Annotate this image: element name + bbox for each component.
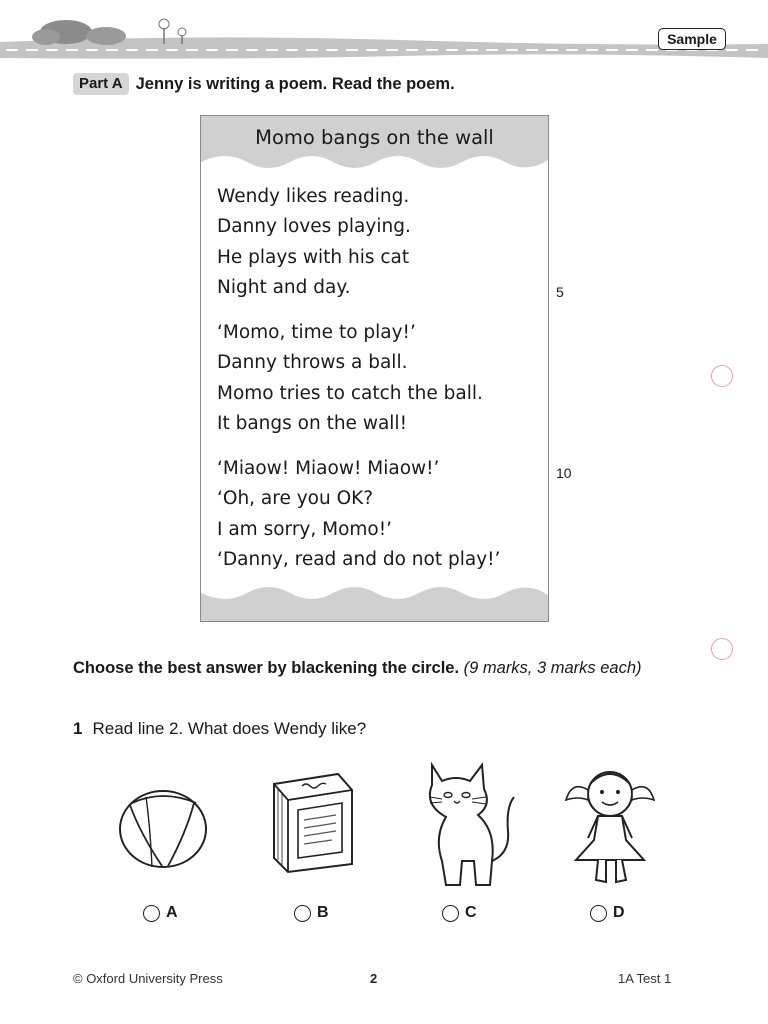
- option-c-circle[interactable]: [442, 905, 459, 922]
- question-number: 1: [73, 719, 83, 738]
- poem-box: [200, 115, 549, 622]
- option-a-circle[interactable]: [143, 905, 160, 922]
- poem-line-12: ‘Danny, read and do not play!’: [217, 549, 501, 570]
- part-a-label: Part A: [73, 73, 129, 95]
- punch-hole-icon: [711, 365, 733, 387]
- poem-bottom-banner: [201, 581, 548, 621]
- footer-copyright: © Oxford University Press: [73, 971, 223, 986]
- poem-title: Momo bangs on the wall: [255, 126, 494, 149]
- option-b[interactable]: [294, 904, 329, 922]
- answer-instructions: [73, 657, 673, 679]
- poem-line-6: Danny throws a ball.: [217, 352, 408, 373]
- footer-test-name: 1A Test 1: [618, 971, 672, 986]
- question-text: Read line 2. What does Wendy like?: [92, 719, 367, 738]
- poem-line-5: ‘Momo, time to play!’: [217, 322, 416, 343]
- instruction-marks: (9 marks, 3 marks each): [463, 659, 642, 677]
- poem-line-4: Night and day.: [217, 277, 351, 298]
- book-icon: [266, 770, 358, 874]
- option-b-letter: B: [317, 904, 329, 921]
- cat-icon: [412, 757, 520, 889]
- punch-hole-icon: [711, 638, 733, 660]
- poem-line-8: It bangs on the wall!: [217, 413, 407, 434]
- option-d-letter: D: [613, 904, 625, 921]
- option-c-letter: C: [465, 904, 477, 921]
- option-a-letter: A: [166, 904, 178, 921]
- option-b-circle[interactable]: [294, 905, 311, 922]
- line-number-10: 10: [556, 465, 572, 481]
- sample-badge: Sample: [658, 28, 726, 50]
- option-c[interactable]: [442, 904, 477, 922]
- poem-line-1: Wendy likes reading.: [217, 186, 410, 207]
- instruction-bold: Choose the best answer by blackening the circle.: [73, 659, 460, 677]
- question-1: [73, 719, 366, 739]
- line-number-5: 5: [556, 284, 564, 300]
- option-d-circle[interactable]: [590, 905, 607, 922]
- header-road-decoration: [0, 10, 768, 66]
- footer-page-number: 2: [370, 971, 378, 986]
- poem-line-2: Danny loves playing.: [217, 216, 411, 237]
- poem-line-3: He plays with his cat: [217, 247, 410, 268]
- part-a-heading: [73, 72, 455, 96]
- poem-line-9: ‘Miaow! Miaow! Miaow!’: [217, 458, 440, 479]
- doll-icon: [560, 760, 660, 888]
- option-d[interactable]: [590, 904, 625, 922]
- option-a[interactable]: [143, 904, 178, 922]
- poem-line-11: I am sorry, Momo!’: [217, 519, 393, 540]
- poem-line-7: Momo tries to catch the ball.: [217, 383, 483, 404]
- poem-line-10: ‘Oh, are you OK?: [217, 488, 374, 509]
- part-a-instruction: Jenny is writing a poem. Read the poem.: [135, 74, 455, 93]
- ball-icon: [116, 785, 210, 871]
